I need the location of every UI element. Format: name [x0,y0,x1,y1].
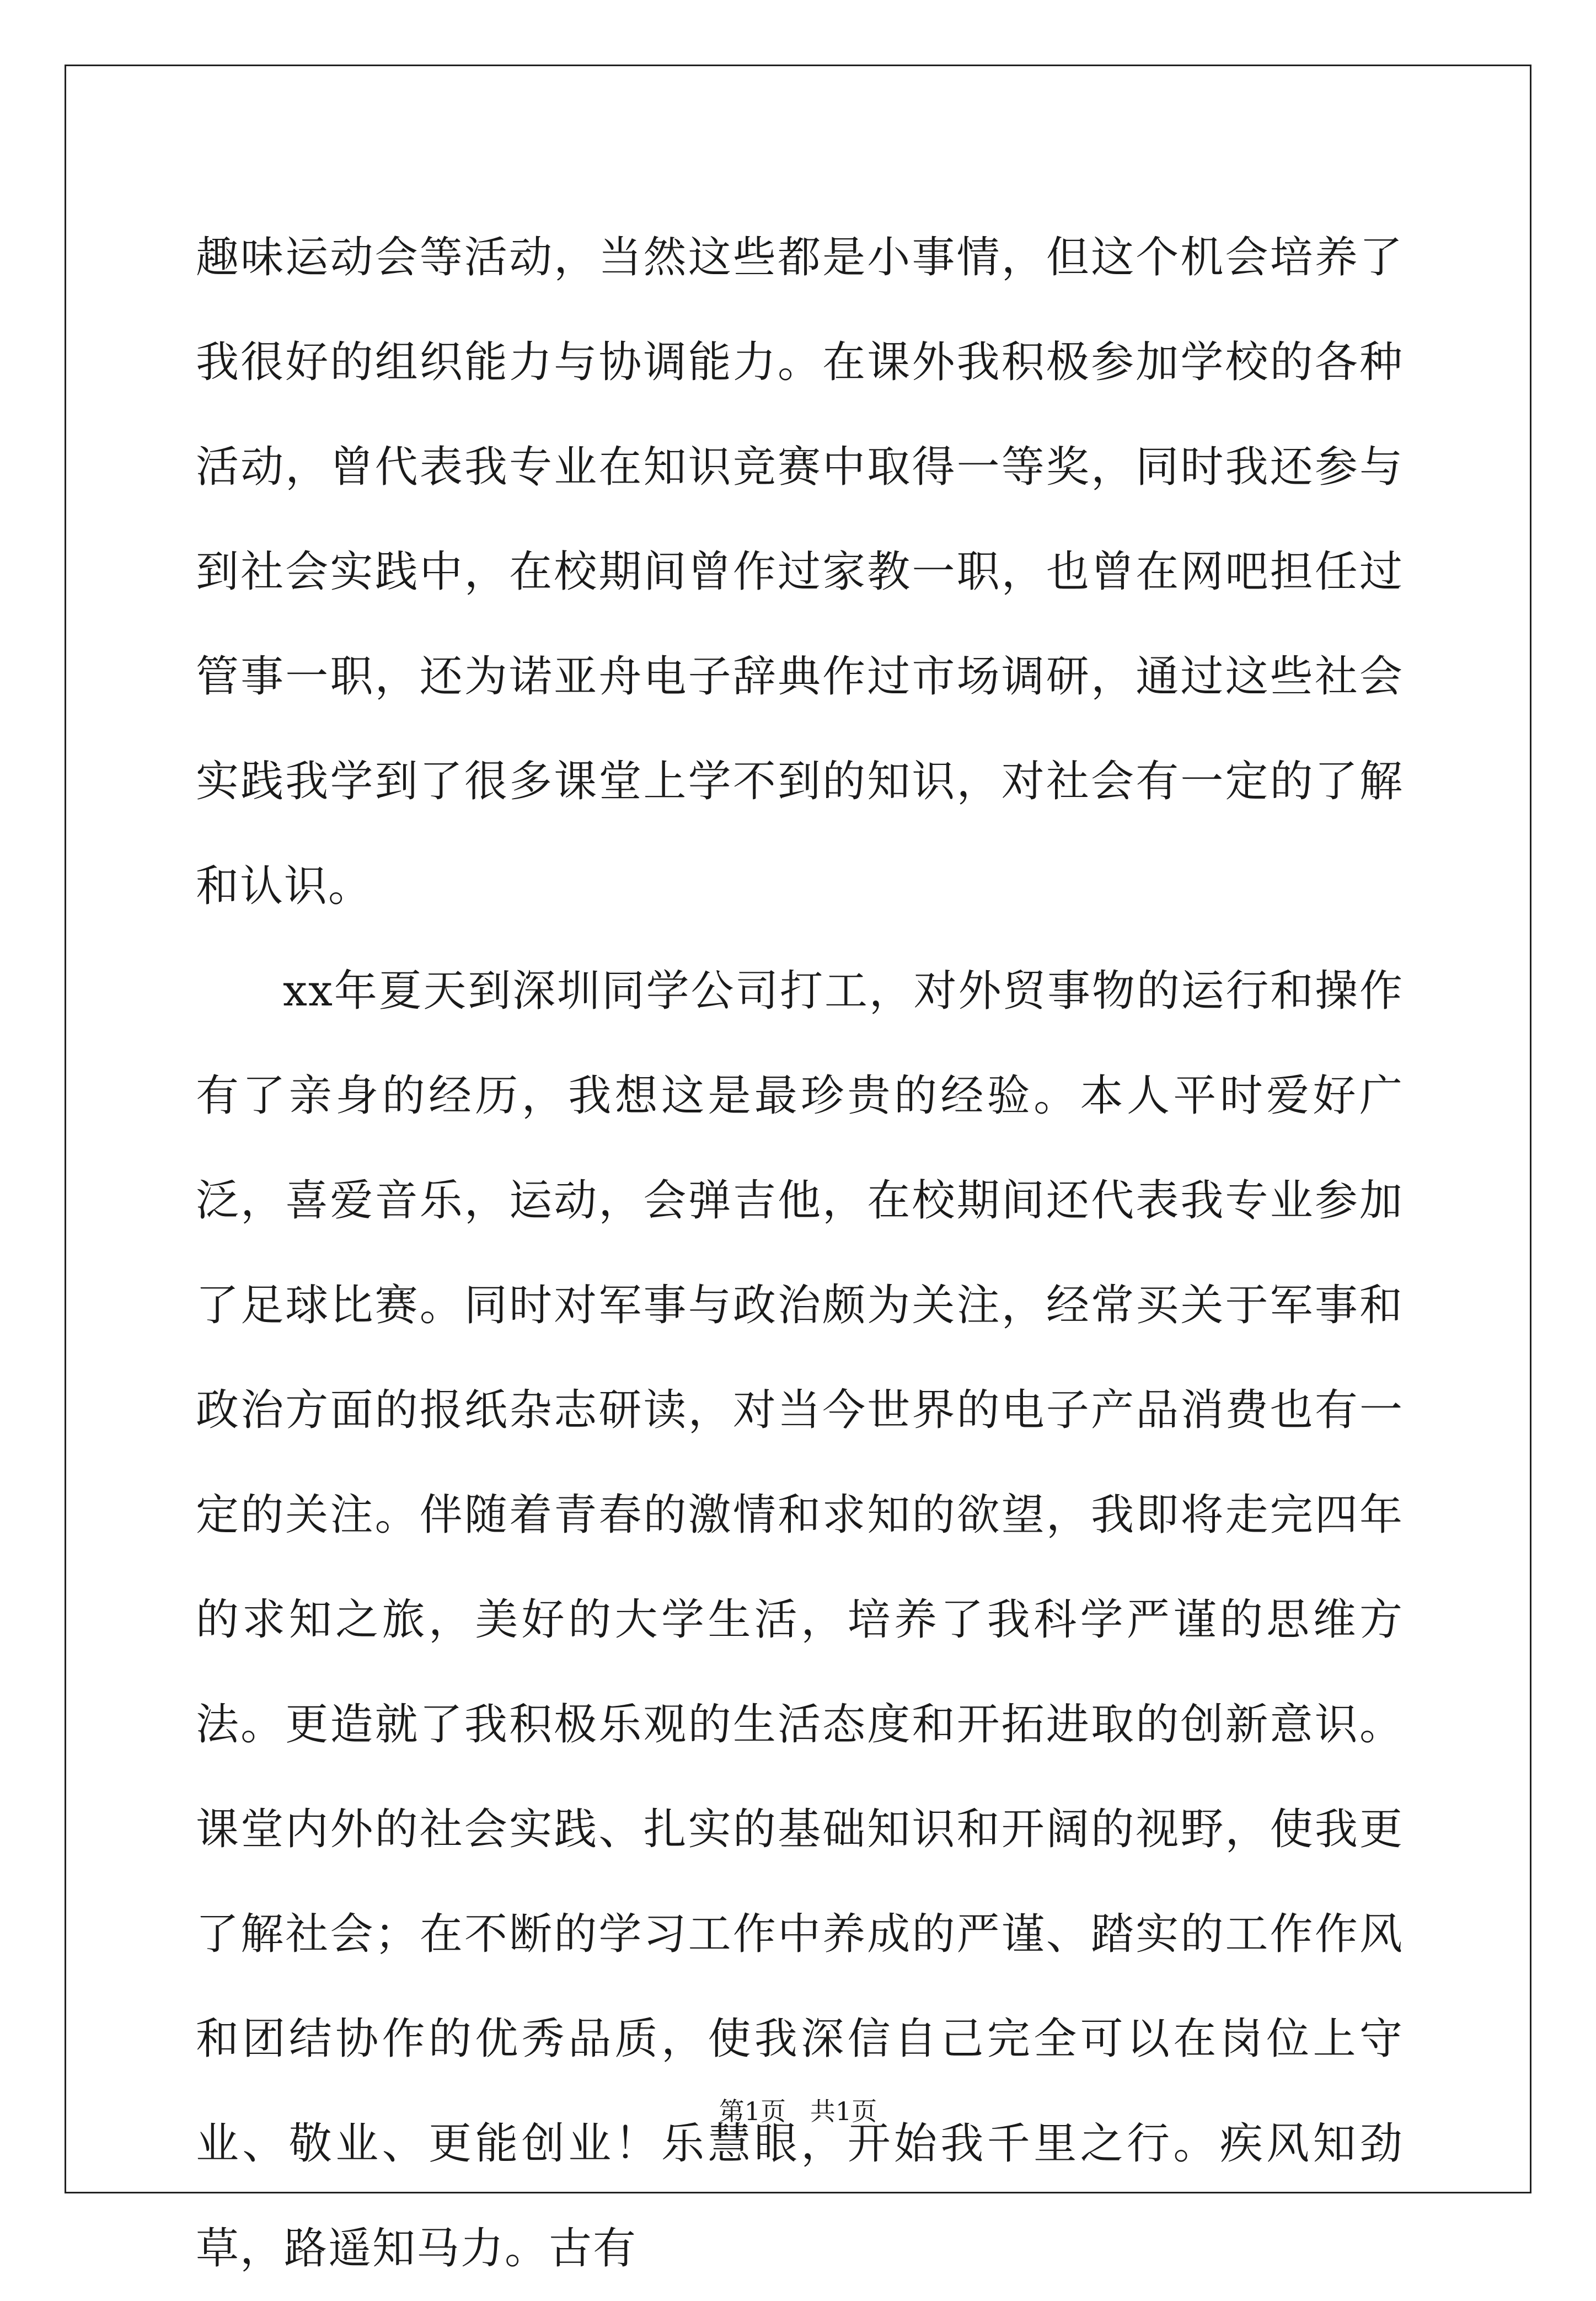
paragraph-2: xx年夏天到深圳同学公司打工，对外贸事物的运行和操作有了亲身的经历，我想这是最珍贵的经验。本人平时爱好广泛，喜爱音乐，运动，会弹吉他，在校期间还代表我专业参加了足球比赛。同时对军事与政治颇为关注，经常买关于军事和政治方面的报纸杂志研读，对当今世界的电子产品消费也有一定的关注。伴随着青春的激情和求知的欲望，我即将走完四年的求知之旅，美好的大学生活，培养了我科学严谨的思维方法。更造就了我积极乐观的生活态度和开拓进取的创新意识。课堂内外的社会实践、扎实的基础知识和开阔的视野，使我更了解社会；在不断的学习工作中养成的严谨、踏实的工作作风和团结协作的优秀品质，使我深信自己完全可以在岗位上守业、敬业、更能创业！乐慧眼，开始我千里之行。疾风知劲草，路遥知马力。古有 [196,966,1404,2273]
paragraph-1: 趣味运动会等活动，当然这些都是小事情，但这个机会培养了我很好的组织能力与协调能力。在课外我积极参加学校的各种活动，曾代表我专业在知识竞赛中取得一等奖，同时我还参与到社会实践中，在校期间曾作过家教一职，也曾在网吧担任过管事一职，还为诺亚舟电子辞典作过市场调研，通过这些社会实践我学到了很多课堂上学不到的知识，对社会有一定的了解和认识。 [196,233,1404,911]
page-footer: 第1页 共1页 [719,2096,877,2126]
document-body [196,205,1404,2301]
